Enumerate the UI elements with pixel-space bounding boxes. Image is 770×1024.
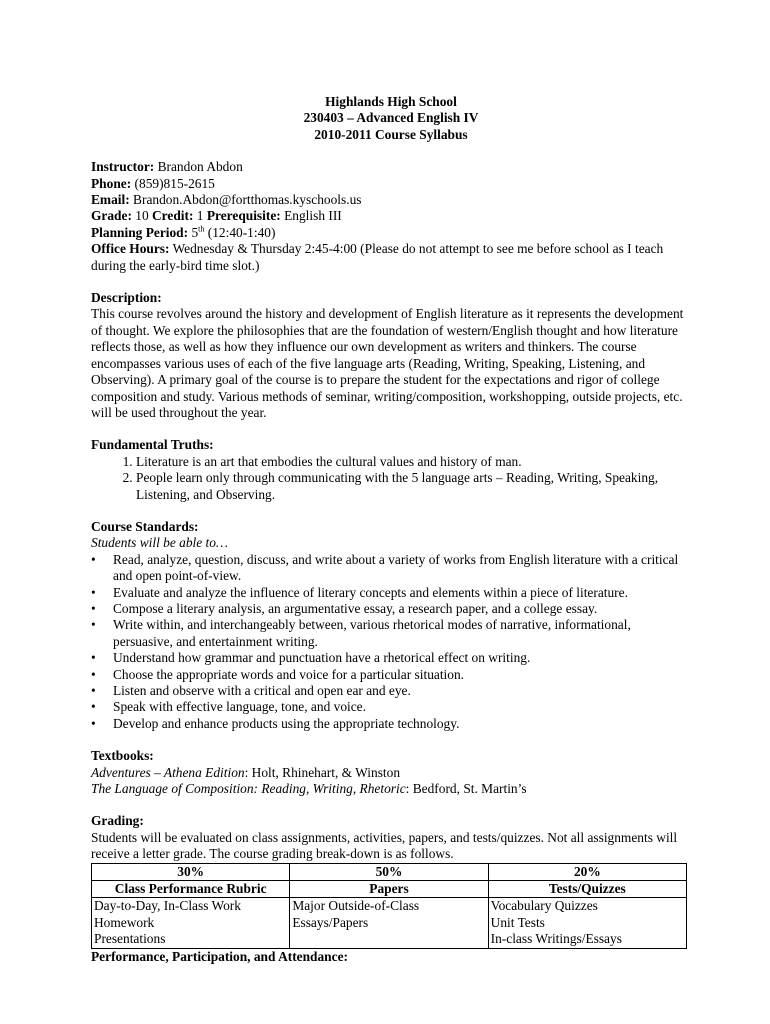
phone-label: Phone: <box>91 175 132 191</box>
bullet-icon: • <box>91 699 96 715</box>
standard-text: Write within, and interchangeably between, various rhetorical modes of narrative, informational, persuasive, and entertainment writing. <box>113 617 631 649</box>
performance-heading: Performance, Participation, and Attendance: <box>91 948 348 964</box>
grading-category: Papers <box>290 881 488 898</box>
office-hours-line <box>91 241 691 274</box>
grading-percent: 20% <box>488 863 686 880</box>
bullet-icon: • <box>91 600 96 616</box>
standards-list <box>91 552 691 732</box>
grading-percent: 50% <box>290 863 488 880</box>
standard-text: Listen and observe with a critical and open ear and eye. <box>113 683 411 698</box>
planning-line <box>91 225 691 241</box>
textbook-2-title: The Language of Composition: Reading, Writing, Rhetoric <box>91 781 406 797</box>
description-text: This course revolves around the history and development of English literature as it represents the development of thought. We explore the philosophies that are the foundation of western/English thought and how literature reflects those, as well as how they influence our own development as writers and thinkers. The course encompasses various uses of each of the five language arts (Reading, Writing, Speaking, Listening, and Observing). A primary goal of the course is to prepare the student for the expectations and rigor of college composition and study. Various methods of seminar, writing/composition, workshopping, outside projects, etc. will be used throughout the year. <box>91 306 684 420</box>
grading-percent: 30% <box>92 863 290 880</box>
textbook-1-publisher: : Holt, Rhinehart, & Winston <box>244 764 401 780</box>
list-item: 2. People learn only through communicating with the 5 language arts – Reading, Writing, Speaking, Listening, and Observing. <box>136 470 691 503</box>
grading-heading: Grading: <box>91 813 144 829</box>
credit-value: 1 <box>196 208 204 224</box>
standard-text: Choose the appropriate words and voice for a particular situation. <box>113 666 465 682</box>
standard-text: Read, analyze, question, discuss, and write about a variety of works from English literature with a critical and open point-of-view. <box>113 551 679 584</box>
standard-text: Develop and enhance products using the appropriate technology. <box>113 715 460 731</box>
textbook-2-publisher: : Bedford, St. Martin’s <box>405 781 527 797</box>
email-line <box>91 192 691 208</box>
table-row <box>92 881 687 898</box>
list-item <box>91 683 691 699</box>
grade-line <box>91 208 691 224</box>
grading-items <box>290 898 488 948</box>
instructor-label: Instructor: <box>91 159 155 175</box>
textbooks-heading: Textbooks: <box>91 748 154 764</box>
grading-item: In-class Writings/Essays <box>490 931 622 947</box>
planning-suffix: th <box>198 224 205 234</box>
textbook-1 <box>91 765 691 781</box>
grading-item: Essays/Papers <box>292 914 369 930</box>
table-row <box>92 898 687 948</box>
planning-label: Planning Period: <box>91 224 189 240</box>
bullet-icon: • <box>91 551 96 567</box>
grading-item: Major Outside-of-Class <box>292 898 420 914</box>
textbook-2 <box>91 781 691 797</box>
table-row <box>92 863 687 880</box>
list-item <box>91 552 691 585</box>
truths-list <box>91 454 691 503</box>
description-heading: Description: <box>91 290 162 306</box>
grading-item: Day-to-Day, In-Class Work <box>94 898 241 914</box>
office-hours-label: Office Hours: <box>91 241 170 257</box>
grading-item: Unit Tests <box>490 914 545 930</box>
list-item <box>91 667 691 683</box>
grading-items <box>488 898 686 948</box>
grading-item: Homework <box>94 914 155 930</box>
standards-heading: Course Standards: <box>91 518 199 534</box>
grade-value: 10 <box>135 208 149 224</box>
list-item <box>91 585 691 601</box>
planning-time: (12:40-1:40) <box>207 224 276 240</box>
list-item: 1. Literature is an art that embodies the cultural values and history of man. <box>136 454 691 470</box>
grading-items <box>92 898 290 948</box>
document-body <box>91 94 691 965</box>
grading-text: Students will be evaluated on class assignments, activities, papers, and tests/quizzes. Not all assignments will receive a letter grade. The course grading break-down is as follows. <box>91 829 678 862</box>
list-item <box>91 601 691 617</box>
email-label: Email: <box>91 192 130 208</box>
course-title: 230403 – Advanced English IV <box>303 110 479 126</box>
textbook-1-title: Adventures – Athena Edition <box>91 764 245 780</box>
list-item <box>91 617 691 650</box>
standards-intro: Students will be able to… <box>91 535 228 551</box>
grading-category: Tests/Quizzes <box>488 881 686 898</box>
instructor-line <box>91 159 691 175</box>
instructor-name: Brandon Abdon <box>157 159 243 175</box>
grading-table <box>91 863 687 949</box>
bullet-icon: • <box>91 666 96 682</box>
credit-label: Credit: <box>152 208 194 224</box>
truths-heading: Fundamental Truths: <box>91 437 214 453</box>
bullet-icon: • <box>91 617 96 633</box>
list-item <box>91 699 691 715</box>
grading-category: Class Performance Rubric <box>92 881 290 898</box>
grading-item: Presentations <box>94 931 166 947</box>
phone-value: (859)815-2615 <box>134 175 215 191</box>
phone-line <box>91 176 691 192</box>
bullet-icon: • <box>91 650 96 666</box>
syllabus-title: 2010-2011 Course Syllabus <box>314 126 468 142</box>
bullet-icon: • <box>91 683 96 698</box>
bullet-icon: • <box>91 715 96 731</box>
prereq-label: Prerequisite: <box>206 208 281 224</box>
list-item <box>91 650 691 666</box>
grade-label: Grade: <box>91 208 132 224</box>
standard-text: Speak with effective language, tone, and voice. <box>113 699 366 715</box>
email-value: Brandon.Abdon@fortthomas.kyschools.us <box>133 192 362 208</box>
bullet-icon: • <box>91 584 96 600</box>
prereq-value: English III <box>284 208 342 224</box>
office-hours-value: Wednesday & Thursday 2:45-4:00 (Please do not attempt to see me before school as I teach during the early-bird time slot.) <box>91 241 664 273</box>
standard-text: Evaluate and analyze the influence of literary concepts and elements within a piece of literature. <box>113 584 628 600</box>
standard-text: Understand how grammar and punctuation have a rhetorical effect on writing. <box>113 650 531 666</box>
planning-number: 5 <box>191 224 199 240</box>
grading-item: Vocabulary Quizzes <box>490 898 598 914</box>
standard-text: Compose a literary analysis, an argumentative essay, a research paper, and a college essay. <box>113 600 598 616</box>
list-item <box>91 716 691 732</box>
school-name: Highlands High School <box>325 94 457 109</box>
